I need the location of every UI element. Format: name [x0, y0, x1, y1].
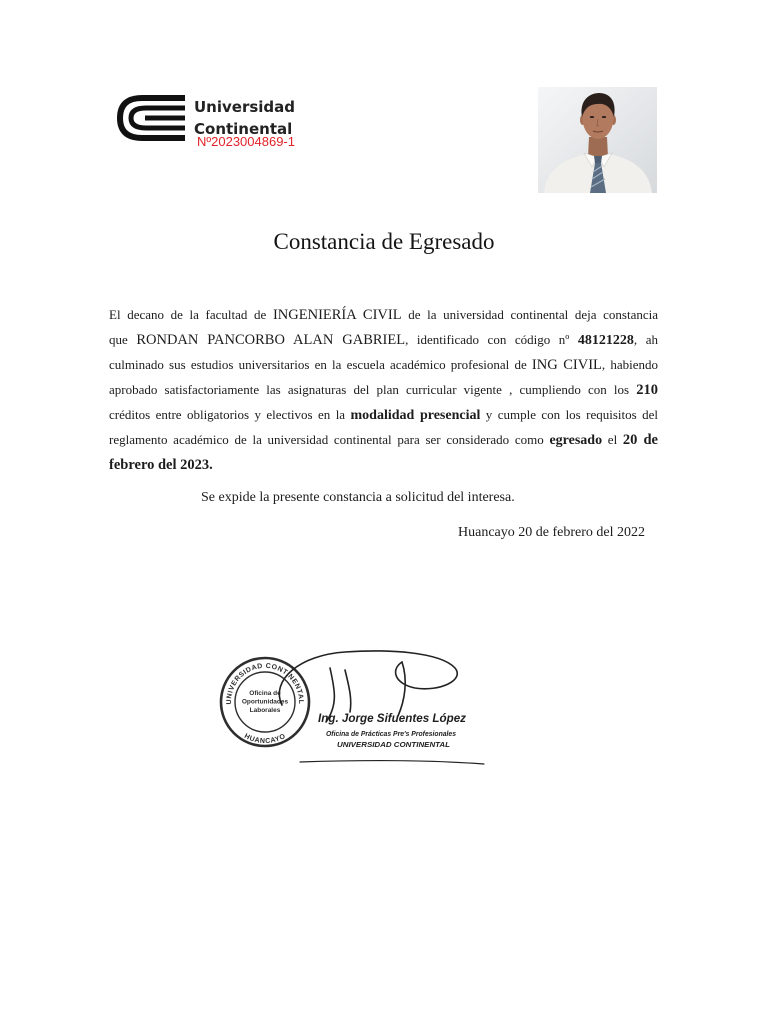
- certificate-body: [109, 302, 658, 477]
- body-line: [109, 452, 658, 477]
- body-line: [109, 302, 658, 327]
- seal-ring-bottom-text: HUANCAYO: [242, 732, 288, 746]
- body-line: [109, 352, 658, 377]
- portrait-neck: [588, 137, 608, 157]
- text-segment: de la universidad continental deja constancia: [401, 307, 659, 322]
- text-segment: culminado sus estudios universitarios en la escuela académico profesional de: [109, 357, 532, 372]
- text-segment: aprobado satisfactoriamente las asignaturas del plan curricular vigente , cumpliendo con los: [109, 382, 637, 397]
- closing-statement: Se expide la presente constancia a solicitud del interesa.: [201, 490, 515, 505]
- seal-ring-top-text: UNIVERSIDAD CONTINENTAL: [225, 662, 305, 705]
- graduate-name: RONDAN PANCORBO ALAN GABRIEL: [136, 332, 406, 348]
- document-title: Constancia de Egresado: [273, 229, 495, 254]
- logo-line-2: Continental: [194, 120, 293, 138]
- place-and-date: Huancayo 20 de febrero del 2022: [458, 525, 645, 540]
- seal-center-line-2: Oportunidades: [241, 698, 289, 706]
- body-line: [109, 327, 658, 352]
- uc-logo-icon: [115, 93, 187, 143]
- text-segment: , ah: [633, 332, 658, 347]
- credits-count: 210: [636, 382, 658, 398]
- graduation-date-start: 20 de: [622, 432, 658, 448]
- logo-line-1: Universidad: [194, 98, 296, 116]
- office-seal-stamp: [221, 658, 309, 746]
- signatory-institution: UNIVERSIDAD CONTINENTAL: [337, 740, 451, 749]
- stamp-and-signature: [215, 640, 500, 770]
- graduation-date-end: febrero del 2023.: [109, 457, 213, 473]
- graduate-status: egresado: [549, 433, 603, 448]
- faculty-name: INGENIERÍA CIVIL: [272, 307, 402, 323]
- body-line: [109, 377, 658, 402]
- graduate-portrait-photo: [538, 87, 657, 193]
- registration-number: Nº2023004869-1: [197, 134, 295, 149]
- text-segment: reglamento académico de la universidad continental para ser considerado como: [109, 432, 550, 447]
- text-segment: y cumple con los requisitos del: [480, 407, 658, 422]
- portrait-eye-right: [602, 116, 606, 118]
- body-line: [109, 427, 658, 452]
- signatory-office: Oficina de Prácticas Pre's Profesionales: [326, 729, 456, 738]
- student-code: 48121228: [577, 333, 634, 348]
- text-segment: créditos entre obligatorios y electivos en la: [109, 407, 351, 422]
- text-segment: , habiendo: [601, 357, 659, 372]
- study-modality: modalidad presencial: [350, 408, 481, 423]
- text-segment: que: [109, 332, 137, 347]
- seal-center-line-3: Laborales: [249, 707, 281, 714]
- text-segment: El decano de la facultad de: [109, 307, 273, 322]
- seal-center-line-1: Oficina de: [249, 690, 281, 697]
- school-name: ING CIVIL: [531, 357, 602, 373]
- text-segment: el: [602, 432, 623, 447]
- portrait-tie-knot: [594, 156, 602, 163]
- signatory-name: Ing. Jorge Sifuentes López: [318, 711, 466, 725]
- portrait-eye-left: [590, 116, 594, 118]
- text-segment: , identificado con código nº: [405, 332, 578, 347]
- body-line: [109, 402, 658, 427]
